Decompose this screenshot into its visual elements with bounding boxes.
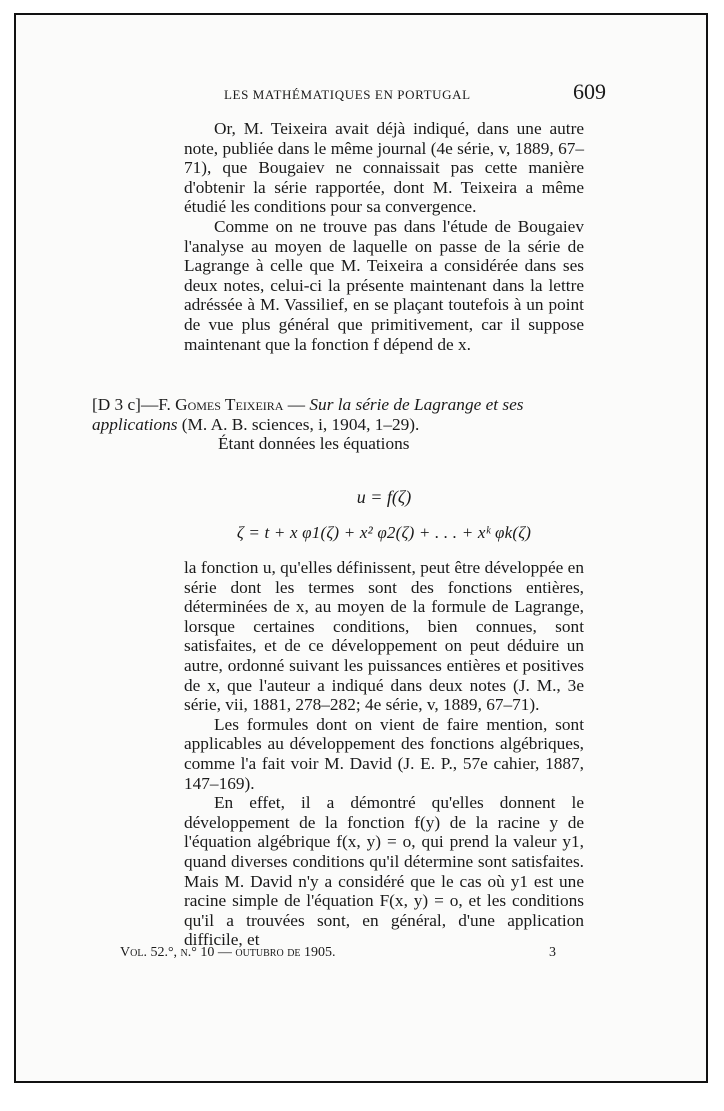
entry-author: —F. Gomes Teixeira —	[140, 395, 306, 414]
classification-code: [D 3 c]	[92, 395, 141, 414]
page-number: 609	[573, 79, 606, 104]
paragraph-5: En effet, il a démontré qu'elles donnent le développement de la fonction f(y) de la racine y de l'équation algébrique f(x, y) = o, qui prend la valeur y1, quand diverses conditions qu'il détermine sont satisfaites. Mais M. David n'y a considéré que le cas où y1 est une racine simple de l'équation F(x, y) = o, et les conditions qu'il a trouvées sont, en général, d'une application difficile, et	[184, 793, 584, 950]
paragraph-1: Or, M. Teixeira avait déjà indiqué, dans une autre note, publiée dans le même journal (4e série, v, 1889, 67–71), que Bougaiev ne connaissait pas cette manière d'obtenir la série rapportée, dont M. Teixeira a même étudié les conditions pour sa convergence.	[184, 119, 584, 217]
equation-2: ζ = t + x φ1(ζ) + x² φ2(ζ) + . . . + xᵏ φk(ζ)	[236, 523, 532, 542]
entry-source: (M. A. B. sciences, i, 1904, 1–29).	[181, 414, 420, 434]
page	[14, 13, 708, 1083]
equation-1: u = f(ζ)	[356, 487, 412, 507]
signature-mark: 3	[549, 945, 556, 960]
paragraph-4: Les formules dont on vient de faire mention, sont applicables au développement des fonctions algébriques, comme l'a fait voir M. David (J. E. P., 57e cahier, 1887, 147–169).	[184, 714, 584, 793]
entry-intro: Étant données les équations	[218, 434, 410, 454]
volume-info: Vol. 52.°, n.° 10 — outubro de 1905.	[120, 945, 336, 960]
running-title: LES MATHÉMATIQUES EN PORTUGAL	[224, 87, 471, 102]
entry-title: Sur la série de Lagrange et ses applications	[92, 395, 524, 434]
paragraph-2: Comme on ne trouve pas dans l'étude de Bougaiev l'analyse au moyen de laquelle on passe de la série de Lagrange à celle que M. Teixeira a considérée dans ses deux notes, celui-ci la présente maintenant dans la lettre adréssée à M. Vassilief, en se plaçant toutefois à un point de vue plus général que primitivement, car il suppose maintenant que la fonction f dépend de x.	[184, 216, 584, 354]
bibliographic-entry	[92, 395, 586, 454]
paragraph-3: la fonction u, qu'elles définissent, peut être développée en série dont les termes sont des fonctions entières, déterminées de x, au moyen de la formule de Lagrange, lorsque certaines conditions, bien connues, sont satisfaites, et de ce développement on peut déduire un autre, ordonné suivant les puissances entières et positives de x, que l'auteur a indiqué dans deux notes (J. M., 3e série, vii, 1881, 278–282; 4e série, v, 1889, 67–71).	[184, 558, 584, 715]
text-block-bottom	[184, 558, 584, 950]
text-block-top	[184, 119, 584, 354]
